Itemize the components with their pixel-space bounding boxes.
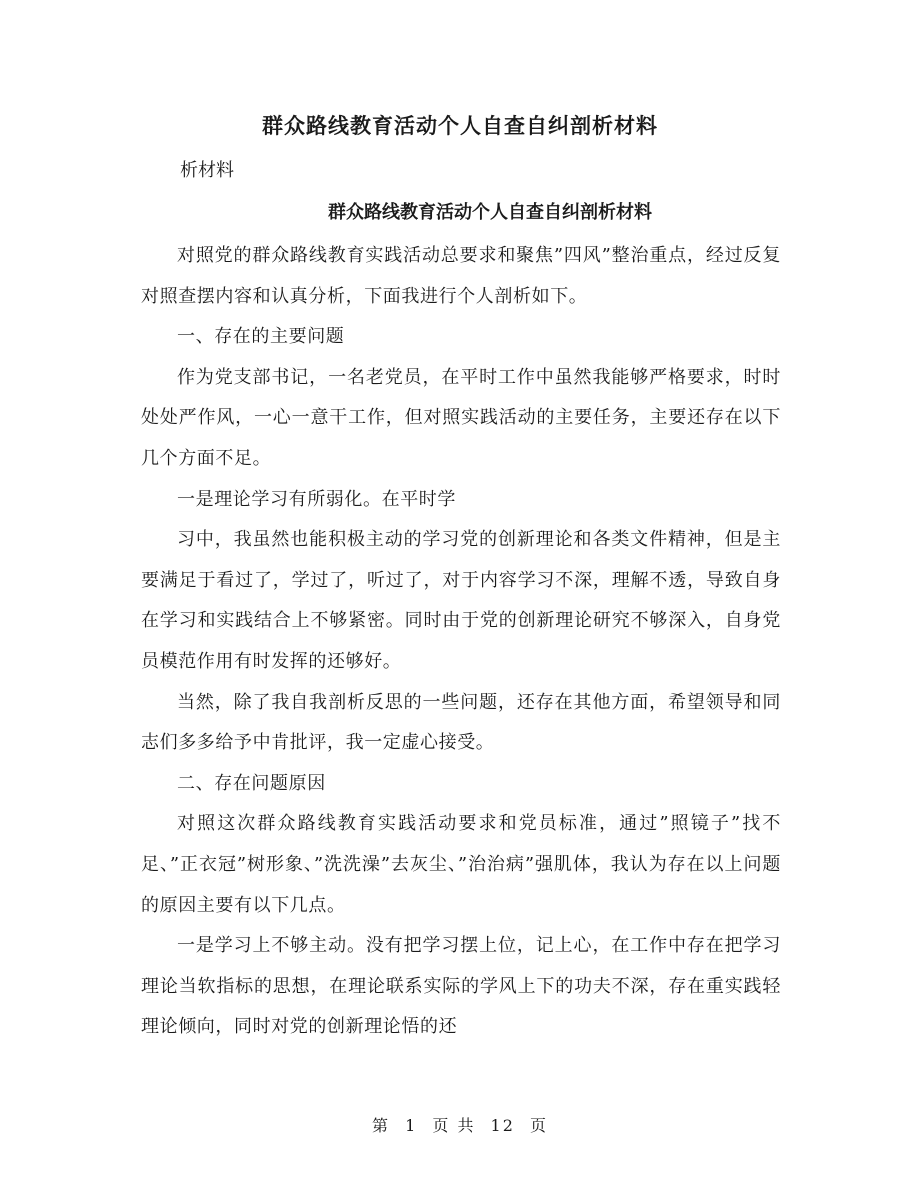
paragraph: 对照党的群众路线教育实践活动总要求和聚焦”四风”整治重点，经过反复对照查摆内容和认真分析，下面我进行个人剖析如下。 bbox=[141, 245, 781, 307]
footer-total-pages: 12 bbox=[490, 1116, 515, 1135]
section-heading: 二、存在问题原因 bbox=[177, 772, 326, 794]
document-body bbox=[141, 236, 781, 1048]
document-heading: 群众路线教育活动个人自查自纠剖析材料 bbox=[328, 202, 652, 223]
paragraph: 一是理论学习有所弱化。在平时学 bbox=[177, 488, 456, 510]
footer-suffix: 页 bbox=[530, 1116, 549, 1135]
footer-current-page: 1 bbox=[405, 1116, 418, 1135]
document-subtitle: 析材料 bbox=[180, 160, 234, 181]
document-title: 群众路线教育活动个人自查自纠剖析材料 bbox=[262, 113, 658, 138]
paragraph: 对照这次群众路线教育实践活动要求和党员标准，通过”照镜子”找不足、”正衣冠”树形象、”洗洗澡”去灰尘、”治治病”强肌体，我认为存在以上问题的原因主要有以下几点。 bbox=[141, 813, 781, 916]
footer-prefix: 第 bbox=[371, 1116, 390, 1135]
paragraph: 作为党支部书记，一名老党员，在平时工作中虽然我能够严格要求，时时处处严作风，一心一意干工作，但对照实践活动的主要任务，主要还存在以下几个方面不足。 bbox=[141, 366, 781, 469]
section-heading: 一、存在的主要问题 bbox=[177, 326, 345, 348]
page-footer bbox=[0, 1113, 920, 1136]
paragraph: 习中，我虽然也能积极主动的学习党的创新理论和各类文件精神，但是主要满足于看过了，学过了，听过了，对于内容学习不深，理解不透，导致自身在学习和实践结合上不够紧密。同时由于党的创新理论研究不够深入，自身党员模范作用有时发挥的还够好。 bbox=[141, 529, 781, 672]
paragraph: 一是学习上不够主动。没有把学习摆上位，记上心，在工作中存在把学习理论当软指标的思想，在理论联系实际的学风上下的功夫不深，存在重实践轻理论倾向，同时对党的创新理论悟的还 bbox=[141, 935, 781, 1038]
footer-middle: 页 共 bbox=[432, 1116, 476, 1135]
paragraph: 当然，除了我自我剖析反思的一些问题，还存在其他方面，希望领导和同志们多多给予中肯批评，我一定虚心接受。 bbox=[141, 691, 781, 754]
